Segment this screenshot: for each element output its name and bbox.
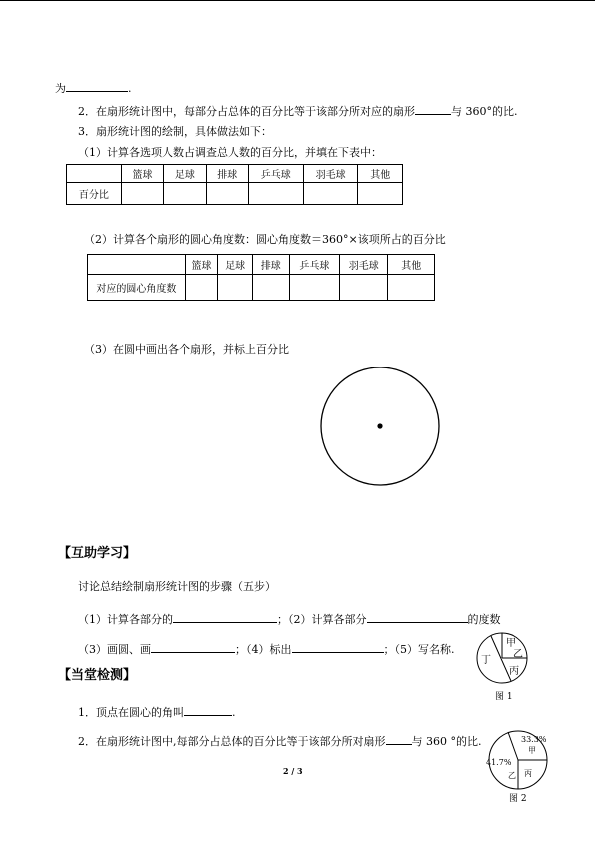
- table-header-cell: 其他: [358, 165, 403, 183]
- page-number: 2 / 3: [283, 766, 303, 776]
- pie-figure-1: [476, 632, 532, 702]
- table-cell[interactable]: [253, 275, 290, 301]
- answer-blank[interactable]: [151, 641, 235, 653]
- section-title-mutual-learning: 【互助学习】: [58, 546, 137, 561]
- table-header-cell: [88, 255, 186, 275]
- item2-text: 2．在扇形统计图中，每部分占总体的百分比等于该部分所对应的扇形: [78, 105, 415, 118]
- discussion-prompt: 讨论总结绘制扇形统计图的步骤（五步）: [78, 580, 276, 593]
- table-header-cell: 羽毛球: [340, 255, 388, 275]
- step-3: （3）在圆中画出各个扇形，并标上百分比: [84, 343, 289, 356]
- table-header-cell: 篮球: [121, 165, 163, 183]
- table-cell[interactable]: [121, 183, 163, 205]
- fig1-caption: 图 1: [495, 692, 513, 702]
- table-row-label: 对应的圆心角度数: [88, 275, 186, 301]
- table-cell[interactable]: [164, 183, 206, 205]
- table-header-cell: 篮球: [185, 255, 218, 275]
- fig2-label-yi: 乙: [508, 771, 516, 780]
- table-header-cell: 羽毛球: [303, 165, 358, 183]
- item-3: 3．扇形统计图的绘制，具体做法如下：: [78, 125, 272, 138]
- answer-blank[interactable]: [292, 641, 384, 653]
- table-cell[interactable]: [358, 183, 403, 205]
- q2-text: 2．在扇形统计图中,每部分占总体的百分比等于该部分所对扇形: [78, 735, 386, 748]
- q1-suffix: .: [232, 706, 236, 719]
- fig1-label-ding: 丁: [481, 655, 491, 666]
- table-cell[interactable]: [388, 275, 435, 301]
- steps-text: ；（4）标出: [235, 643, 292, 656]
- fig1-label-bing: 丙: [509, 666, 519, 677]
- table-row-label: 百分比: [67, 183, 122, 205]
- item-2: [78, 103, 518, 119]
- table-cell[interactable]: [185, 275, 218, 301]
- fig2-label-jia: 甲: [528, 746, 536, 755]
- question-2: [78, 733, 482, 749]
- blank-circle[interactable]: [318, 367, 442, 491]
- steps-text: ；（2）计算各部分: [277, 613, 367, 626]
- question-1: [78, 704, 236, 720]
- fig2-caption: 图 2: [509, 794, 527, 804]
- steps-row-2: [78, 641, 455, 657]
- top-rule: [0, 0, 595, 1]
- table-header-cell: 足球: [164, 165, 206, 183]
- steps-text: 的度数: [467, 613, 501, 626]
- answer-blank[interactable]: [386, 733, 412, 745]
- table-cell[interactable]: [303, 183, 358, 205]
- q2-suffix: 与 360 °的比.: [411, 735, 482, 748]
- table-cell[interactable]: [340, 275, 388, 301]
- steps-row-1: [78, 611, 501, 627]
- table-header-cell: 其他: [388, 255, 435, 275]
- fig2-label-pct-jia: 33.3%: [521, 735, 547, 744]
- pie-figure-2: [480, 728, 560, 808]
- answer-blank[interactable]: [415, 103, 451, 115]
- table-header-cell: 排球: [206, 165, 248, 183]
- angle-table: [87, 254, 435, 301]
- fig2-label-bing: 丙: [524, 769, 532, 778]
- q1-text: 1．顶点在圆心的角叫: [78, 706, 184, 719]
- line0-suffix: .: [128, 82, 132, 95]
- line-continuation: [55, 80, 132, 96]
- table-cell[interactable]: [218, 275, 253, 301]
- step-2: （2）计算各个扇形的圆心角度数：圆心角度数＝360°×该项所占的百分比: [84, 233, 446, 246]
- table-header-cell: 乒乓球: [248, 165, 303, 183]
- percentage-table: [66, 164, 403, 205]
- answer-blank[interactable]: [173, 611, 277, 623]
- fig1-label-yi: 乙: [513, 649, 523, 660]
- item2-suffix: 与 360°的比.: [451, 105, 518, 118]
- step-1: （1）计算各选项人数占调查总人数的百分比，并填在下表中：: [78, 146, 382, 159]
- steps-text: （1）计算各部分的: [78, 613, 173, 626]
- table-header-cell: 足球: [218, 255, 253, 275]
- section-title-in-class-test: 【当堂检测】: [58, 668, 137, 683]
- table-header-cell: 乒乓球: [289, 255, 339, 275]
- fig1-label-jia: 甲: [506, 638, 516, 649]
- table-cell[interactable]: [289, 275, 339, 301]
- line0-prefix: 为: [55, 82, 66, 95]
- steps-text: ；（5）写名称.: [383, 643, 455, 656]
- steps-text: （3）画圆、画: [78, 643, 151, 656]
- table-header-cell: [67, 165, 122, 183]
- table-header-cell: 排球: [253, 255, 290, 275]
- fig2-label-pct-yi: 41.7%: [486, 758, 512, 767]
- answer-blank[interactable]: [184, 704, 232, 716]
- table-cell[interactable]: [248, 183, 303, 205]
- answer-blank[interactable]: [367, 611, 468, 623]
- center-dot: [377, 423, 382, 428]
- table-cell[interactable]: [206, 183, 248, 205]
- answer-blank[interactable]: [66, 80, 128, 92]
